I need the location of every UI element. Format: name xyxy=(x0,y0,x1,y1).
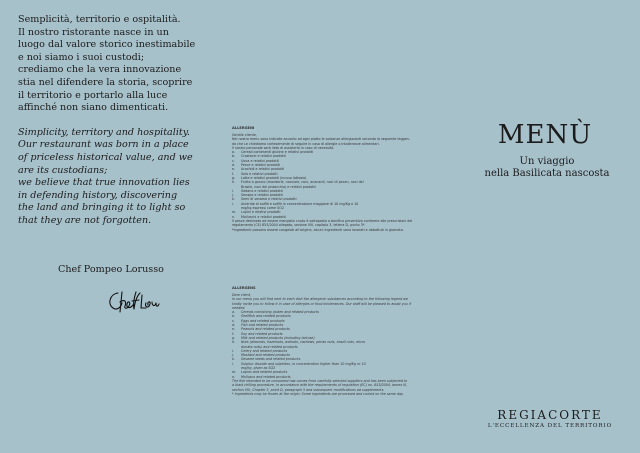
allergens-list-it xyxy=(232,150,440,219)
allergen-letter: k. xyxy=(232,197,235,202)
intro-panel xyxy=(18,14,213,228)
allergen-letter: l. xyxy=(232,201,234,206)
allergen-text: Senape e relativi prodotti xyxy=(241,193,283,198)
allergen-letter: i. xyxy=(232,188,234,193)
allergen-text: Brasile, noci dei pistacchio) e relativi prodotti xyxy=(241,184,316,189)
allergens-intro-en: Dear client, In our menu you will find next to each dish the allergenic substances according to the following legend we kindly invite you to follow it in case of allergies or food intolerances. Our staff will be pleased to assist you if needed. xyxy=(232,293,411,310)
allergen-text: donata nuts) and related products xyxy=(241,344,298,349)
allergen-letter: i. xyxy=(232,348,234,353)
brand-tagline: L'ECCELLENZA DEL TERRITORIO xyxy=(487,423,613,429)
allergen-text: Pesce e relativi prodotti xyxy=(241,163,280,168)
allergen-letter: g. xyxy=(232,175,236,180)
allergen-text: Fish and related products xyxy=(241,323,284,328)
allergen-text: Peanuts and related products xyxy=(241,327,290,332)
allergens-english xyxy=(232,286,440,396)
allergen-text: Lupini e relativi prodotti xyxy=(241,210,281,215)
allergen-letter: e. xyxy=(232,327,236,332)
allergen-letter: m. xyxy=(232,210,237,215)
allergen-text: Molluschi e relativi prodotti xyxy=(241,214,286,219)
allergen-text: Sesame seeds and related products xyxy=(241,357,301,362)
menu-subtitle: Un viaggio nella Basilicata nascosta xyxy=(484,156,610,179)
chef-name: Chef Pompeo Lorusso xyxy=(58,264,164,275)
allergens-outro-it: Il pesce destinato ad essere mangiato crudo è sottoposto a bonifica preventiva conforme alle prescrizioni del regolamento (CE) 853/2004 allegato, sezione VIII, capitolo 3, lettera D, punto 3*. *Ingredienti possono essere congelati all'origine, alcuni ingredienti sono lavorati e abbattuti in giornata. xyxy=(232,218,413,232)
allergen-text: Arachidi e relativi prodotti xyxy=(241,167,284,172)
allergens-heading-it: ALLERGENI xyxy=(232,126,255,130)
allergen-letter: a. xyxy=(232,310,236,315)
allergen-text: Sulphur dioxide and sulphites, in concentration higher than 10 mg/Kg or 10 xyxy=(241,361,366,366)
allergen-text: Soia e relativi prodotti xyxy=(241,171,278,176)
allergen-text: Anidride di solfiti e solfiti in concentrazione maggiore di 10 mg/Kg o 10 xyxy=(241,201,359,206)
allergen-text: mg/kg, given as SO2 xyxy=(241,366,276,371)
menu-title: MENÙ xyxy=(497,120,593,150)
brand-name: REGIACORTE xyxy=(497,408,603,422)
allergen-letter: a. xyxy=(232,150,236,155)
allergen-letter: j. xyxy=(232,193,234,198)
allergen-letter: n. xyxy=(232,374,236,379)
signature-graphic xyxy=(106,288,160,314)
allergen-text: Semi di sesamo e relativi prodotti xyxy=(241,197,297,202)
allergen-letter: k. xyxy=(232,357,235,362)
allergen-letter: h. xyxy=(232,340,236,345)
allergen-letter: d. xyxy=(232,323,236,328)
allergens-heading-en: ALLERGENS xyxy=(232,286,256,290)
allergen-letter: f. xyxy=(232,331,235,336)
allergen-text: Frutta a guscio (mandorle, nocciole, noci, anacardi, noci di pecan, noci del xyxy=(241,180,364,185)
allergen-text: Shellfish and related products xyxy=(241,314,291,319)
allergen-text: Mustard and related products xyxy=(241,353,290,358)
allergen-text: mg/kg espressi come SO2 xyxy=(241,206,284,211)
allergen-text: Molluscs and related products xyxy=(241,374,291,379)
allergen-letter: d. xyxy=(232,163,236,168)
allergen-text: Uova e relativi prodotti xyxy=(241,158,279,163)
allergen-text: Cereals containing gluten and related products xyxy=(241,310,319,315)
allergen-letter: c. xyxy=(232,318,235,323)
allergen-text: Latte e relativi prodotti (incuso lattosio) xyxy=(241,175,307,180)
allergen-letter: b. xyxy=(232,154,236,159)
allergens-outro-en: The fish intended to be consumed raw comes from carefully selected suppliers and has been subjected to a blast chilling procedure, in accordance with the requirements of regulation (EC) no. 853/2004, annex III, section VIII, Chapter 3, point D, paragraph 3 and subsequent modifications ad supplements. * Ingredients may be frozen at the origin; Some ingredients are processed and cooled on the same day. xyxy=(232,378,408,396)
allergens-italian xyxy=(232,126,440,232)
allergen-letter: c. xyxy=(232,158,235,163)
allergen-text: Nuts (almonds, hazelnuts, walnuts, cashews, pecan nuts, brazil nuts, micro xyxy=(241,340,366,345)
allergen-text: Eggs and related products xyxy=(241,318,285,323)
allergen-letter: j. xyxy=(232,353,234,358)
allergen-letter: g. xyxy=(232,335,236,340)
brand-logo xyxy=(468,408,632,429)
allergen-letter: h. xyxy=(232,180,236,185)
allergen-text: Cereali contenenti glutine e relativi prodotti xyxy=(241,150,314,155)
allergen-text: Milk and related products (including lactose) xyxy=(241,335,315,340)
allergen-text: Sedano e relativi prodotti xyxy=(241,188,283,193)
allergen-text: Crostacei e relativi prodotti xyxy=(241,154,286,159)
allergen-letter: n. xyxy=(232,214,236,219)
intro-text-italian: Semplicità, territorio e ospitalità. Il nostro ristorante nasce in un luogo dal valore storico inestimabile e noi siamo i suoi custodi; crediamo che la vera innovazione stia nel difendere la storia, scoprire il territorio e portarlo alla luce affinché non siano dimenticati. xyxy=(18,14,196,114)
allergen-text: Celery and related products xyxy=(241,348,288,353)
allergen-text: Lupins and related products xyxy=(241,370,288,375)
chef-signature xyxy=(106,288,160,318)
allergen-letter: b. xyxy=(232,314,236,319)
allergens-list-en xyxy=(232,310,440,379)
allergen-letter: e. xyxy=(232,167,236,172)
allergen-text: Soy and related products xyxy=(241,331,283,336)
allergens-intro-it: Gentile cliente, Nel nostro menu sono indicate accanto ad ogni piatto le sostanze allergizzanti secondo la seguente leggen- da che Le chiediamo cortesemente di seguire in caso di allergie o intolleranze alimentari. Il nostro personale sarà lieto di assisterla in caso di necessità. xyxy=(232,133,410,150)
allergen-letter: f. xyxy=(232,171,234,176)
intro-text-english: Simplicity, territory and hospitality. Our restaurant was born in a place of priceless historical value, and we are its custodians; we believe that true innovation lies in defending history, discovering the land and bringing it to light so that they are not forgotten. xyxy=(18,126,193,226)
allergen-letter: l. xyxy=(232,361,234,366)
allergen-letter: m. xyxy=(232,370,237,375)
